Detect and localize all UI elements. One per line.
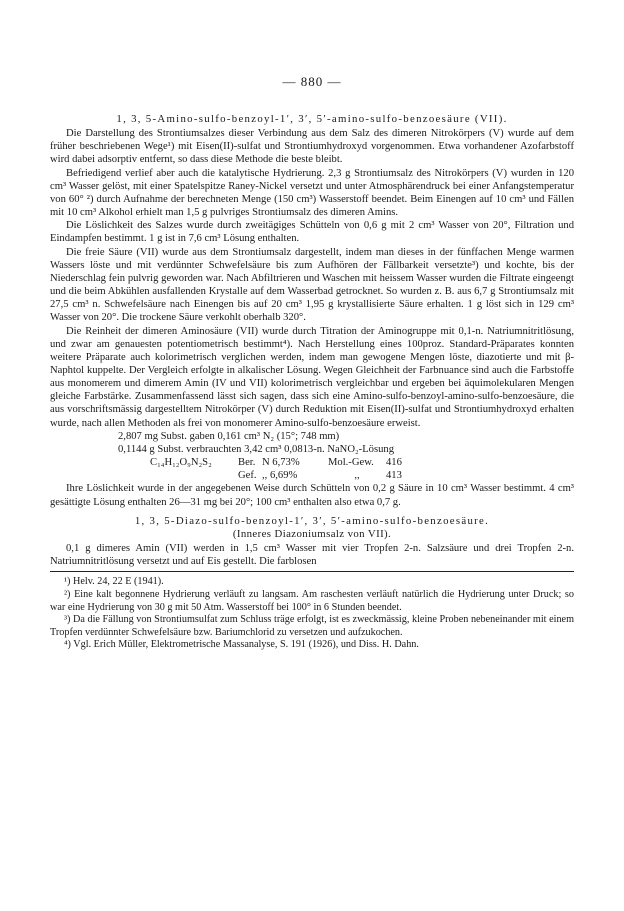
found-molecular-weight: 413	[386, 470, 402, 482]
paragraph-diazo-prep: 0,1 g dimeres Amin (VII) werden in 1,5 cm³ Wasser mit vier Tropfen 2-n. Salzsäure und drei Tropfen 2-n. Natriumnitritlösung versetzt und auf Eis gestellt. Die farblosen	[50, 543, 574, 568]
calculated-label: Ber.	[238, 457, 256, 469]
found-ditto-mark: ,,	[354, 470, 360, 482]
diazo-title: 1, 3, 5-Diazo-sulfo-benzoyl-1′, 3′, 5′-amino-sulfo-benzoesäure.	[134, 514, 490, 527]
paragraph-free-acid: Die freie Säure (VII) wurde aus dem Strontiumsalz dargestellt, indem man dieses in der fünffachen Menge warmen Wassers löste und mit verdünnter Schwefelsäure bis zum Aufhören der Fällbarkeit versetzte³) und kochte, bis der Niederschlag fein pulvrig geworden war. Nach Abfiltrieren und Waschen mit heissem Wasser wurden die Filtrate eingeengt und die beim Abkühlen ausfallenden Krystalle auf dem Wasserbad getrocknet. So wurden z. B. aus 6,7 g Strontiumsalz mit 27,5 cm³ n. Schwefelsäure nach Einengen bis auf 20 cm³ 1,95 g krystallisierte Säure erhalten. 1 g löst sich in 129 cm³ Wasser von 20°. Die trockene Säure verkohlt oberhalb 320°.	[50, 246, 574, 324]
calculated-molecular-weight: 416	[386, 457, 402, 469]
main-text	[50, 113, 574, 652]
paragraph-strontium-salt: Die Darstellung des Strontiumsalzes dieser Verbindung aus dem Salz des dimeren Nitrokörpers (V) wurde auf dem früher beschriebenen Wege¹) mit Eisen(II)-sulfat und Strontiumhydroxyd vorgenommen. Etwa vorhandener Azofarbstoff wird dabei adsorptiv entfernt, so dass diese Methode die beste bleibt.	[50, 128, 574, 166]
analysis-nitrogen-line: 2,807 mg Subst. gaben 0,161 cm³ N₂ (15°; 748 mm)	[118, 430, 340, 442]
paragraph-acid-solubility: Ihre Löslichkeit wurde in der angegebenen Weise durch Schütteln von 0,2 g Säure in 10 cm³ Wasser bestimmt. 4 cm³ gesättigte Lösung enthalten 26—31 mg bei 20°; 100 cm³ enthalten also etwa 0,7 g.	[50, 483, 574, 508]
paragraph-purity: Die Reinheit der dimeren Aminosäure (VII) wurde durch Titration der Aminogruppe mit 0,1-n. Natriumnitritlösung, und zwar am genauesten potentiometrisch bestimmt⁴). Nach Herstellung eines 100proz. Standard-Präparates konnten weitere Präparate auch kolorimetrisch verglichen werden, indem man gewogene Mengen löste, diazotierte und mit β-Naphtol kuppelte. Der Vergleich erfolgte in alkalischer Lösung. Wegen Gleichheit der Farbnuance sind auch die Farbstoffe aus monomerem und dimerem Amin (IV und VII) kolorimetrisch vergleichbar und ergeben bei äquimolekularen Mengen gleiche Farbstärke. Zusammenfassend lässt sich sagen, dass sich eine Amino-sulfo-benzoyl-amino-sulfo-benzoesäure, die aus vorschriftsmässig dargestelltem Nitrokörper (V) durch Reduktion mit Eisen(II)-sulfat und Strontiumhydroxyd erhalten wurde, nach allen Methoden als frei von monomerer Amino-sulfo-benzoesäure erweist.	[50, 325, 574, 429]
paragraph-hydrogenation: Befriedigend verlief aber auch die katalytische Hydrierung. 2,3 g Strontiumsalz des Nitrokörpers (V) wurden in 120 cm³ Wasser gelöst, mit einer Spatelspitze Raney-Nickel versetzt und unter Atmosphärendruck bei einer Anfangstemperatur von 60° ²) durch Aufnahme der berechneten Menge (150 cm³) Wasserstoff beendet. Beim Einengen auf 10 cm³ und Fällen mit 10 cm³ Alkohol erhielt man 1,5 g pulvriges Strontiumsalz des dimeren Amins.	[50, 167, 574, 219]
footnote-2: ²) Eine kalt begonnene Hydrierung verläuft zu langsam. Am raschesten verläuft natürlich die Hydrierung unter Druck; so war eine Hydrierung von 30 g mit 50 Atm. Wasserstoff bei 100° in 6 Stunden beendet.	[50, 588, 574, 613]
section-heading-amino-acid: 1, 3, 5-Amino-sulfo-benzoyl-1′, 3′, 5′-amino-sulfo-benzoesäure (VII).	[116, 113, 508, 125]
page-number: — 880 —	[282, 74, 342, 89]
analysis-found-line	[50, 469, 574, 482]
found-label: Gef.	[238, 470, 257, 482]
calculated-nitrogen: N 6,73%	[262, 457, 300, 469]
molecular-formula: C₁₄H₁₂O₉N₂S₂	[150, 457, 212, 469]
diazo-subtitle: (Inneres Diazoniumsalz von VII).	[232, 527, 392, 540]
found-nitrogen: ,, 6,69%	[262, 470, 298, 482]
footnote-3: ³) Da die Fällung von Strontiumsulfat zum Schluss träge erfolgt, ist es zweckmässig, kleine Proben nebeneinander mit einem Tropfen verdünnter Schwefelsäure bzw. Bariumchlorid zu versetzen und aufzukochen.	[50, 614, 574, 638]
footnote-1: ¹) Helv. 24, 22 E (1941).	[64, 576, 164, 588]
analysis-titration-line: 0,1144 g Subst. verbrauchten 3,42 cm³ 0,0813-n. NaNO₂-Lösung	[118, 443, 394, 455]
analysis-calculated-line	[50, 456, 574, 469]
footnote-4: ⁴) Vgl. Erich Müller, Elektrometrische Massanalyse, S. 191 (1926), und Diss. H. Dahn.	[64, 639, 419, 651]
section-heading-diazo	[50, 515, 574, 541]
footnote-divider	[50, 571, 574, 572]
paragraph-solubility-salt: Die Löslichkeit des Salzes wurde durch zweitägiges Schütteln von 0,6 g mit 2 cm³ Wasser von 20°, Filtration und Eindampfen bestimmt. 1 g ist in 7,6 cm³ Lösung enthalten.	[50, 220, 574, 245]
molecular-weight-label: Mol.-Gew.	[328, 457, 374, 469]
footnotes	[50, 576, 574, 652]
elemental-analysis	[50, 430, 574, 483]
